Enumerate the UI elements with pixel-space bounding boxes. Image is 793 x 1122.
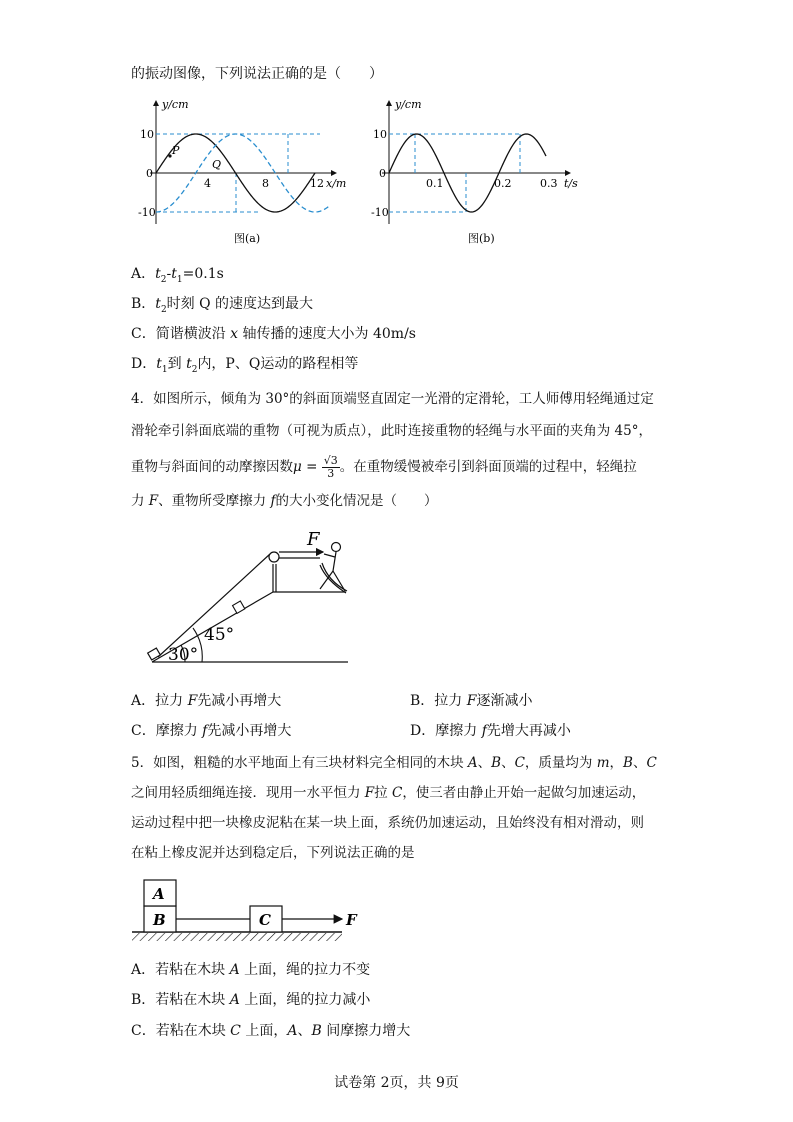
q4-line-2: 滑轮牵引斜面底端的重物（可视为质点），此时连接重物的轻绳与水平面的夹角为 45°， [131,423,652,439]
q4-option-d[interactable]: D．摩擦力 f先增大再减小 [410,723,571,739]
fig-b-xlabel: t/s [564,177,578,190]
force-f-label: F [307,529,320,550]
q4-incline-pulley-figure [140,525,360,670]
q5-option-a[interactable]: A．若粘在木块 A 上面，绳的拉力不变 [131,962,371,978]
q5-option-c[interactable]: C．若粘在木块 C 上面，A、B 间摩擦力增大 [131,1023,411,1039]
fig-a-xtick-12: 12 [310,177,324,190]
fig-b-xtick-0.3: 0.3 [540,177,558,190]
q5-option-b[interactable]: B．若粘在木块 A 上面，绳的拉力减小 [131,992,371,1008]
q3-stem-tail: 的振动图像，下列说法正确的是（ ） [131,66,383,82]
fig-b-caption: 图(b) [468,232,495,245]
q4-line-3: 重物与斜面间的动摩擦因数μ = $\frac{√3}{3}$ 。在重物缓慢被牵引到斜面顶端的过程中，轻绳拉 [131,454,637,480]
fig-a-xlabel: x/m [326,177,347,190]
svg-text:B: B [153,911,166,929]
point-p [168,154,171,157]
fig-a-ylabel: y/cm [162,98,189,111]
q4-option-c[interactable]: C．摩擦力 f先减小再增大 [131,723,292,739]
q5-line-3: 运动过程中把一块橡皮泥粘在某一块上面，系统仍加速运动，且始终没有相对滑动，则 [131,815,644,831]
svg-text:A: A [153,885,165,903]
fig-b-ytick-10: 10 [373,128,387,141]
q4-line-4: 力 F、重物所受摩擦力 f的大小变化情况是（ ） [131,493,438,509]
fig-b-xtick-0.2: 0.2 [494,177,512,190]
svg-text:C: C [259,911,271,929]
svg-text:F: F [346,911,357,929]
q5-blocks-figure [128,876,368,952]
fig-a-ytick-0: 0 [146,167,153,180]
fig-b-ylabel: y/cm [395,98,422,111]
q3-option-d[interactable]: D．$t_1$到 $t_2$内，P、Q运动的路程相等 [131,356,359,375]
angle-30-label: 30° [168,645,199,665]
angle-45-label: 45° [204,625,235,645]
q4-line-1: 4．如图所示，倾角为 30°的斜面顶端竖直固定一光滑的定滑轮，工人师傅用轻绳通过定 [131,391,654,407]
fig-b-ytick-0: 0 [379,167,386,180]
q4-option-a[interactable]: A．拉力 F先减小再增大 [131,693,282,709]
pulley [269,552,279,562]
fig-a-caption: 图(a) [234,232,261,245]
q3-option-c[interactable]: C．简谐横波沿 x 轴传播的速度大小为 40m/s [131,326,416,342]
figure-a-wave-graph [140,96,360,251]
q4-option-b[interactable]: B．拉力 F逐渐减小 [410,693,533,709]
q3-option-b[interactable]: B．$t_2$时刻 Q 的速度达到最大 [131,296,314,315]
q5-line-1: 5．如图，粗糙的水平地面上有三块材料完全相同的木块 A、B、C，质量均为 m，B、C [131,755,657,771]
worker-figure [320,543,347,594]
fig-b-ytick-neg10: -10 [371,206,389,219]
fig-a-xtick-4: 4 [204,177,211,190]
page-footer: 试卷第 2页，共 9页 [334,1075,459,1091]
fig-a-xtick-8: 8 [262,177,269,190]
q5-line-2: 之间用轻质细绳连接．现用一水平恒力 F拉 C，使三者由静止开始一起做匀加速运动， [131,785,646,801]
point-q-label: Q [212,158,222,171]
q3-option-a[interactable]: A．$t_2-t_1=0.1s$ [131,266,224,285]
point-p-label: P [172,144,180,157]
fig-a-ytick-10: 10 [140,128,154,141]
fig-b-xtick-0.1: 0.1 [426,177,444,190]
figure-b-vibration-graph [370,96,590,251]
q5-line-4: 在粘上橡皮泥并达到稳定后，下列说法正确的是 [131,845,415,861]
fig-a-ytick-neg10: -10 [138,206,156,219]
